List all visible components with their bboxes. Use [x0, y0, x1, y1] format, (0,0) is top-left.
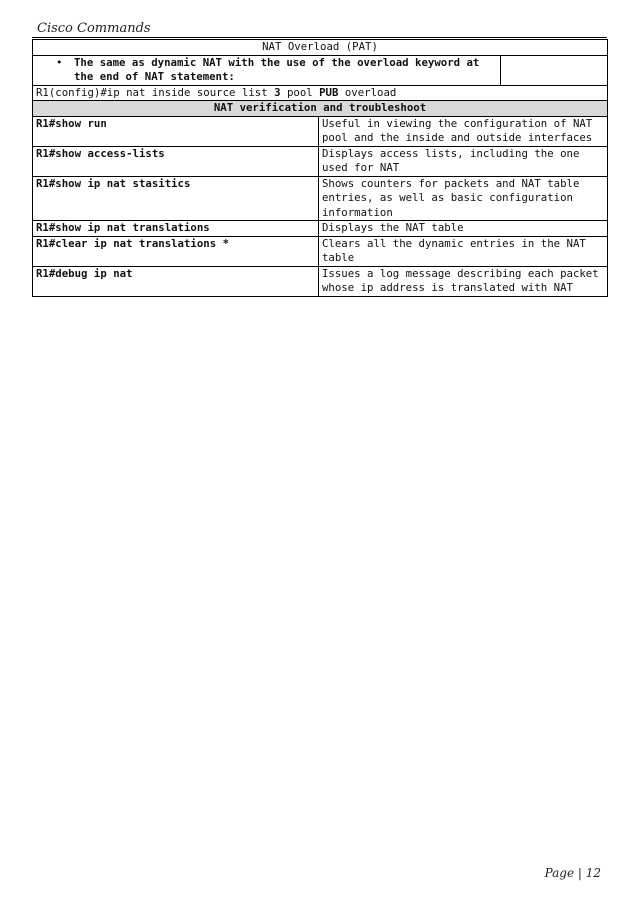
description-cell: Clears all the dynamic entries in the NAT table	[319, 236, 608, 266]
command-cell: R1#show run	[33, 116, 319, 146]
table-row	[33, 146, 608, 176]
command-pool-name: PUB	[319, 85, 339, 99]
verification-header: NAT verification and troubleshoot	[33, 101, 608, 117]
description-cell: Displays the NAT table	[319, 221, 608, 237]
nat-overload-bullet-cell	[33, 55, 501, 85]
table-row	[33, 176, 608, 221]
description-cell: Issues a log message describing each packet whose ip address is translated with NAT	[319, 266, 608, 296]
nat-overload-title-row	[33, 40, 608, 56]
command-suffix: overload	[338, 85, 397, 99]
table-row	[33, 266, 608, 296]
table-row	[33, 221, 608, 237]
bullet-item	[36, 56, 497, 85]
command-prefix: R1(config)#ip nat inside source list	[36, 85, 275, 99]
bullet-text: The same as dynamic NAT with the use of the overload keyword at the end of NAT statement:	[74, 55, 480, 83]
bullet-icon: •	[56, 55, 63, 69]
header-divider	[32, 37, 607, 38]
description-cell: Useful in viewing the configuration of NAT pool and the inside and outside interfaces	[319, 116, 608, 146]
command-cell: R1#clear ip nat translations *	[33, 236, 319, 266]
nat-overload-bullet-row	[33, 55, 608, 85]
nat-overload-command	[33, 85, 608, 101]
description-cell: Shows counters for packets and NAT table entries, as well as basic configuration information	[319, 176, 608, 221]
description-cell: Displays access lists, including the one used for NAT	[319, 146, 608, 176]
command-cell: R1#show access-lists	[33, 146, 319, 176]
nat-overload-command-row	[33, 85, 608, 101]
table-row	[33, 116, 608, 146]
command-cell: R1#show ip nat stasitics	[33, 176, 319, 221]
nat-overload-title: NAT Overload (PAT)	[33, 40, 608, 56]
command-mid: pool	[280, 85, 320, 99]
page-number: Page | 12	[544, 866, 601, 880]
commands-table	[32, 39, 608, 297]
verification-header-row	[33, 101, 608, 117]
document-header-title: Cisco Commands	[37, 21, 151, 36]
command-list-number: 3	[274, 85, 281, 99]
nat-overload-empty-cell	[501, 55, 608, 85]
command-cell: R1#debug ip nat	[33, 266, 319, 296]
command-cell: R1#show ip nat translations	[33, 221, 319, 237]
table-row	[33, 236, 608, 266]
